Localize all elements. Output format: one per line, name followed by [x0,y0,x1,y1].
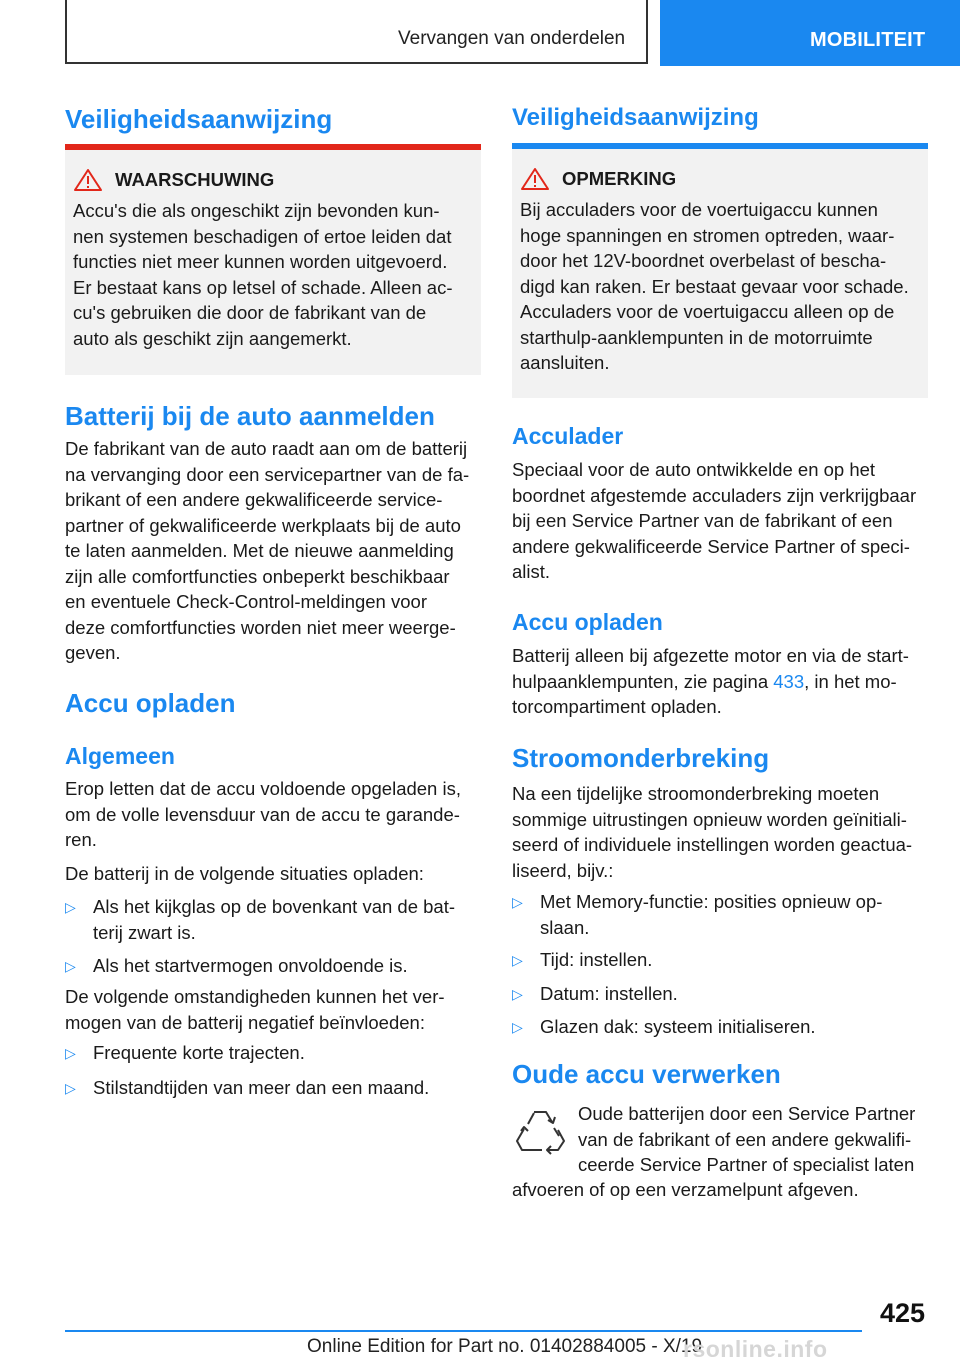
note-header [520,167,920,191]
bullet-marker-icon: ▷ [512,894,523,910]
list-item: ▷ Frequente korte trajecten. [65,1040,481,1067]
section-title-register-battery: Batterij bij de auto aanmelden [65,401,435,431]
footer-divider [65,1330,862,1332]
warning-header [73,168,473,192]
list-item: ▷ Als het startvermogen onvoldoende is. [65,953,481,980]
list-item: ▷ Glazen dak: systeem initialiseren. [512,1014,928,1041]
dispose-paragraph-last: afvoeren of op een verzamelpunt afgeven. [512,1179,859,1200]
situations-list [65,894,481,980]
bullet-marker-icon: ▷ [65,1079,76,1096]
recycle-icon [512,1104,568,1160]
power-interruption-paragraph: Na een tijdelijke stroomonderbreking moeten sommige uitrustingen opnieuw worden geïnitiali- seerd of individuele instellingen worden geactua- liseerd, bijv.: [512,783,913,881]
warning-text: Accu's die als ongeschikt zijn bevonden kun- nen systemen beschadigen of ertoe leiden dat functies niet meer kunnen worden uitgevoerd. Er bestaat kans op letsel of schade. Alleen ac- cu's gebruiken die door de fabrikant van de auto als geschikt zijn aangemerkt. [73,200,453,349]
page-433-link[interactable]: 433 [773,670,805,692]
conditions-list [65,1040,481,1101]
reinitialize-list [512,889,928,1041]
bullet-marker-icon: ▷ [65,899,76,915]
conditions-intro: De volgende omstandigheden kunnen het ver- mogen van de batterij negatief beïnvloeden: [65,986,445,1033]
subtitle-charge-battery: Accu opladen [512,609,663,635]
list-item: ▷ Stilstandtijden van meer dan een maand. [65,1075,481,1102]
note-label: OPMERKING [562,168,677,189]
list-item: ▷ Datum: instellen. [512,981,928,1008]
left-title-safety: Veiligheidsaanwijzing [65,104,333,134]
register-battery-paragraph: De fabrikant van de auto raadt aan om de batterij na vervanging door een servicepartner van de fa- brikant of een andere gekwalificeerde service- partner of gekwalificeerde werkplaats bij de auto te laten aanmelden. Met de nieuwe aanmelding zijn alle comfortfuncties onbeperkt beschikbaar en eventuele Check-Control-meldingen voor deze comfortfuncties worden niet meer weerge- geven. [65,438,470,663]
situations-intro: De batterij in de volgende situaties opladen: [65,863,424,884]
footer-edition: Online Edition for Part no. 01402884005 - X/19 [307,1336,703,1357]
header-section-title: Vervangen van onderdelen [398,28,626,49]
bullet-marker-icon: ▷ [512,1019,523,1035]
warning-triangle-icon [73,168,103,192]
header-chapter-title: MOBILITEIT [810,29,926,51]
bullet-marker-icon: ▷ [512,985,523,1002]
note-box [512,143,928,398]
page-number: 425 [880,1298,926,1328]
general-paragraph: Erop letten dat de accu voldoende opgeladen is, om de volle levensduur van de accu te garande- ren. [65,778,461,850]
bullet-marker-icon: ▷ [65,958,76,974]
watermark: rsonline.info [683,1336,828,1362]
warning-label: WAARSCHUWING [115,169,275,190]
list-item: ▷ Tijd: instellen. [512,947,928,974]
dispose-paragraph-indented: Oude batterijen door een Service Partner van de fabrikant of een andere gekwalifi- ceerde Service Partner of specialist laten [578,1103,916,1175]
bullet-marker-icon: ▷ [512,952,523,968]
bullet-marker-icon: ▷ [65,1045,76,1061]
warning-box [65,144,481,375]
right-title-safety: Veiligheidsaanwijzing [512,104,759,131]
list-item: ▷ Als het kijkglas op de bovenkant van de bat- terij zwart is. [65,894,481,945]
charger-paragraph: Speciaal voor de auto ontwikkelde en op het boordnet afgestemde acculaders zijn verkrijgbaar bij een Service Partner van de fabrikant of een andere gekwalificeerde Service Partner of speci- alist. [512,459,917,582]
caution-triangle-icon [520,167,550,191]
subtitle-charger: Acculader [512,423,624,449]
list-item: ▷ Met Memory-functie: posities opnieuw op- slaan. [512,889,928,940]
note-text: Bij acculaders voor de voertuigaccu kunnen hoge spanningen en stromen optreden, waar- door het 12V-boordnet overbelast of bescha- digd kan raken. Er bestaat gevaar voor schade. Acculaders voor de voertuigaccu alleen op de starthulp-aanklempunten in de motorruimte aansluiten. [520,199,909,373]
section-title-power-interruption: Stroomonderbreking [512,743,770,773]
section-title-dispose-battery: Oude accu verwerken [512,1059,781,1089]
subtitle-general: Algemeen [65,743,175,769]
charge-battery-paragraph: Batterij alleen bij afgezette motor en via de start- hulpaanklempunten, zie pagina 433, in het mo- torcompartiment opladen. [512,645,909,717]
section-title-charge-battery: Accu opladen [65,688,236,718]
